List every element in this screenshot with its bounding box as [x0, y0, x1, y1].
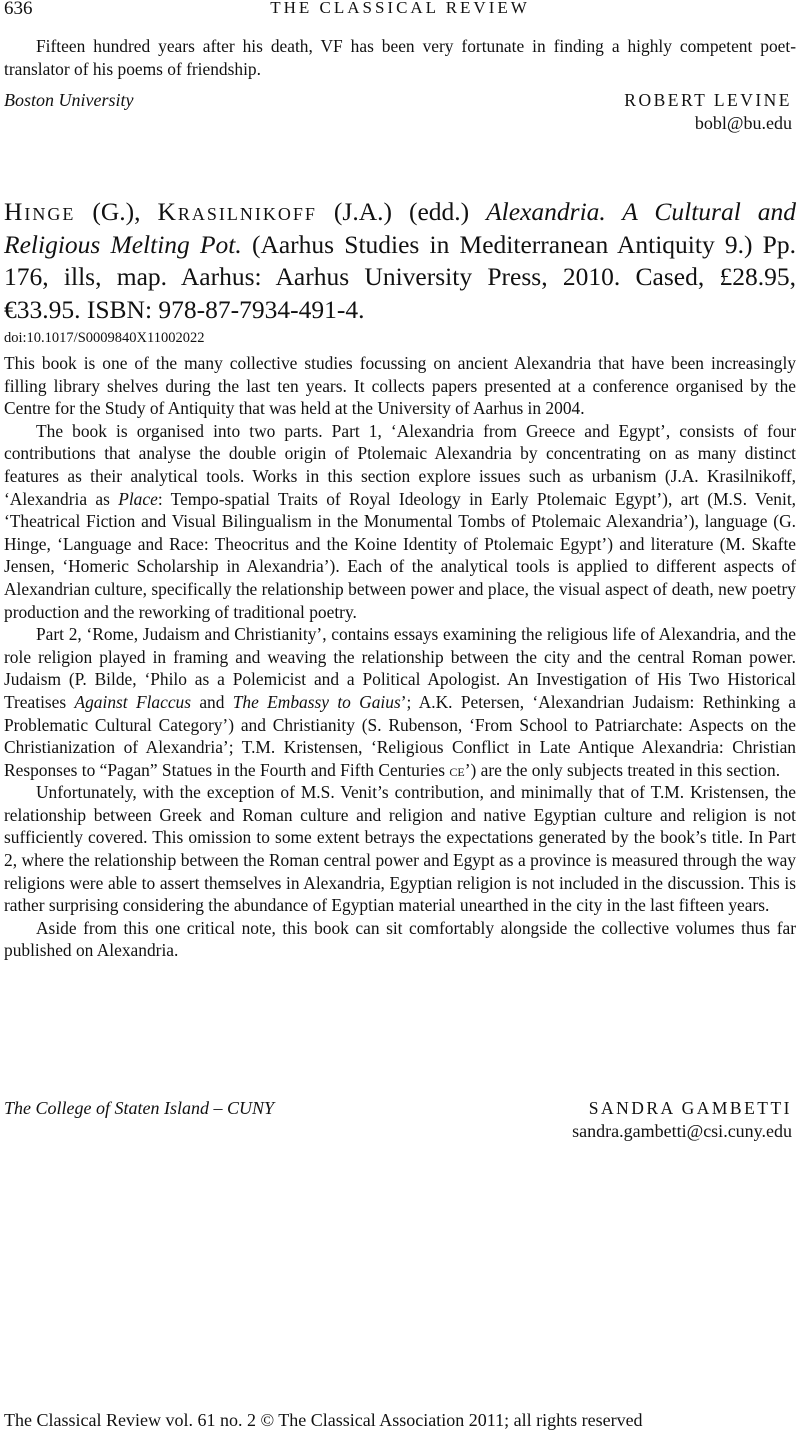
author-surname: Krasilnikoff [157, 197, 317, 226]
paragraph: This book is one of the many collective studies focussing on ancient Alexandria that have been increasingly filling library shelves during the last ten years. It collects papers presented at a conference organised by the Centre for the Study of Antiquity that was held at the University of Aarhus in 2004. [4, 353, 796, 419]
paragraph: The book is organised into two parts. Part 1, ‘Alexandria from Greece and Egypt’, consists of four contributions that analyse the double origin of Ptolemaic Alexandria by concentrating on as many distinct features as their analytical tools. Works in this section explore issues such as urbanism (J.A. Krasilnikoff, ‘Alexandria as Place: Tempo-spatial Traits of Royal Ideology in Early Ptolemaic Egypt’), art (M.S. Venit, ‘Theatrical Fiction and Visual Bilingualism in the Monumental Tombs of Ptolemaic Alexandria’), language (G. Hinge, ‘Language and Race: Theocritus and the Koine Identity of Ptolemaic Egypt’) and literature (M. Skafte Jensen, ‘Homeric Scholarship in Alexandria’). Each of the analytical tools is applied to different aspects of Alexandrian culture, specifically the relationship between power and place, the visual aspect of death, new poetry production and the reworking of traditional poetry. [4, 420, 797, 622]
paragraph: Unfortunately, with the exception of M.S. Venit’s contribution, and minimally that of T.M. Kristensen, the relationship between Greek and Roman culture and religion and native Egyptian culture and religion is not sufficiently covered. This omission to some extent betrays the expectations generated by the book’s title. In Part 2, where the relationship between the Roman central power and Egypt as a province is measured through the way religions were able to assert themselves in Alexandria, Egyptian religion is not included in the discussion. This is rather surprising considering the abundance of Egyptian material unearthed in the city in the last fifteen years. [4, 782, 796, 916]
author-surname: Hinge [4, 197, 76, 226]
running-title: THE CLASSICAL REVIEW [270, 0, 530, 17]
book-title: Alexandria. A Cultural and Religious Melting Pot. [4, 197, 797, 259]
closing-paragraph: Fifteen hundred years after his death, VF has been very fortunate in finding a highly competent poet-translator of his poems of friendship. [4, 36, 796, 79]
editors-label: (edd.) [408, 197, 470, 226]
review-signature [4, 1098, 796, 1148]
reviewer-email: bobl@bu.edu [694, 113, 792, 133]
publication-details: (Aarhus Studies in Mediterranean Antiquity 9.) Pp. 176, ills, map. Aarhus: Aarhus University Press, 2010. Cased, £28.95, €33.95. ISBN: 978-87-7934-491-4. [4, 229, 796, 324]
review-body [4, 352, 796, 962]
author-initials: (G.), [92, 197, 141, 226]
reviewer-email: sandra.gambetti@csi.cuny.edu [572, 1121, 792, 1141]
paragraph: Aside from this one critical note, this book can sit comfortably alongside the collective volumes thus far published on Alexandria. [4, 917, 796, 961]
reviewer-name: ROBERT LEVINE [624, 90, 792, 110]
page-number: 636 [4, 0, 33, 19]
previous-review-signature [4, 90, 796, 140]
copyright-footer: The Classical Review vol. 61 no. 2 © The Classical Association 2011; all rights reserved [4, 1410, 643, 1430]
reviewer-name: SANDRA GAMBETTI [588, 1098, 792, 1118]
previous-review-closing [4, 35, 796, 80]
running-header [0, 0, 800, 22]
review-heading [4, 196, 796, 326]
reviewer-affiliation: Boston University [4, 90, 134, 110]
paragraph: Part 2, ‘Rome, Judaism and Christianity’, contains essays examining the religious life of Alexandria, and the role religion played in framing and weaving the relationship between the city and the central Roman power. Judaism (P. Bilde, ‘Philo as a Polemicist and a Political Apologist. An Investigation of His Two Historical Treatises Against Flaccus and The Embassy to Gaius’; A.K. Petersen, ‘Alexandrian Judaism: Rethinking a Problematic Cultural Category’) and Christianity (S. Rubenson, ‘From School to Patriarchate: Aspects on the Christianization of Alexandria’; T.M. Kristensen, ‘Religious Conflict in Late Antique Alexandria: Christian Responses to “Pagan” Statues in the Fourth and Fifth Centuries ce’) are the only subjects treated in this section. [4, 624, 796, 780]
reviewer-affiliation: The College of Staten Island – CUNY [4, 1098, 274, 1118]
author-initials: (J.A.) [333, 197, 392, 226]
doi: doi:10.1017/S0009840X11002022 [4, 330, 205, 346]
